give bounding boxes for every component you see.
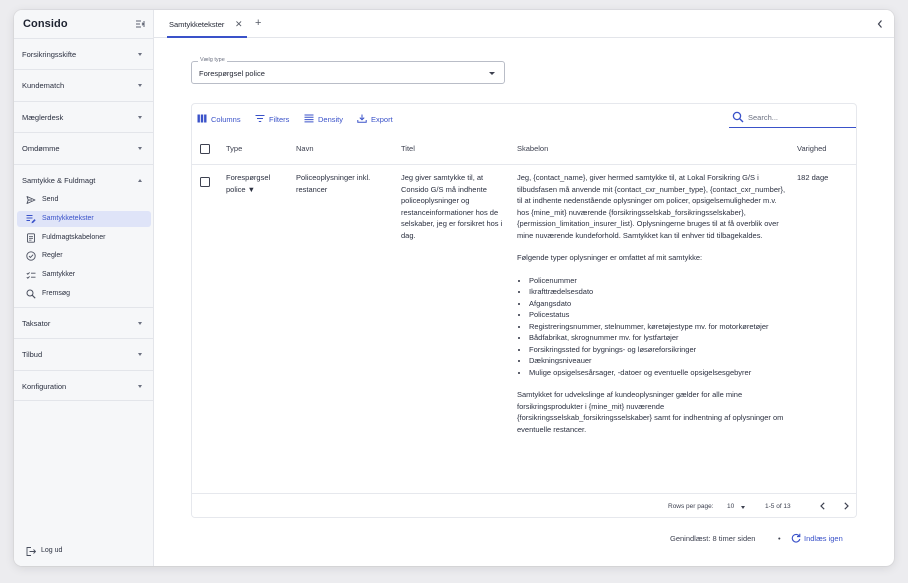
sidebar-item-fremsoeg[interactable]: Fremsøg: [17, 286, 151, 302]
list-item: • Bådfabrikat, skrognummer mv. for lystfartøjer: [529, 332, 787, 344]
list-item: • Afgangsdato: [529, 298, 787, 310]
rows-per-page-label: Rows per page:: [668, 503, 714, 510]
list-item: • Policenummer: [529, 275, 787, 287]
sidebar-section-konfiguration[interactable]: [14, 370, 154, 401]
rows-per-page-select[interactable]: 10: [727, 503, 735, 510]
next-page-button[interactable]: [841, 501, 851, 511]
tab-bar: [154, 10, 894, 38]
sidebar-section-tilbud[interactable]: [14, 338, 154, 369]
skabelon-paragraph: Samtykket for udvekslinge af kundeoplysninger gælder for alle mine forsikringsprodukter i {mine_mit} nuværende {forsikringsselskab_forsikringsselskaber} samt for indhentning af oplysninger om eventuelle restancer.: [517, 390, 784, 434]
app-logo: Consido: [23, 18, 68, 30]
add-tab-button[interactable]: +: [255, 17, 262, 29]
chevron-up-icon: [138, 179, 142, 182]
sidebar-section-maeglerdesk[interactable]: [14, 101, 154, 132]
sidebar-item-send[interactable]: Send: [17, 192, 151, 208]
column-header-varighed[interactable]: Varighed: [797, 144, 827, 153]
list-item: • Forsikringssted for bygnings- og løsøreforsikringer: [529, 344, 787, 356]
cell-navn: Policeoplysninger inkl. restancer: [296, 173, 371, 194]
chevron-down-icon: [138, 385, 142, 388]
type-select[interactable]: [191, 57, 505, 84]
sidebar-item-fuldmagtskabeloner[interactable]: Fuldmagtskabeloner: [17, 230, 151, 246]
skabelon-paragraph: Jeg, {contact_name}, giver hermed samtykke til, at Lokal Forsikring G/S i tilbudsfasen må anvende mit {contact_cxr_number_type}, {contact_cxr_number}, til at indhente nedenstående oplysninger om policer, opsigelsemuligheder m.v. hos {mine_mit} nuværende {forsikringsselskab_forsikringsselskaber}, {permission_limitation_insurer_list}. Oplysningerne bruges til at få overblik over mine nuværende kundeforhold. Samtykket kan til enhver tid tilbagekaldes.: [517, 173, 786, 240]
sidebar-item-samtykker[interactable]: Samtykker: [17, 267, 151, 283]
prev-page-button[interactable]: [818, 501, 828, 511]
section-label: Forsikringsskifte: [22, 50, 77, 59]
sidebar-section-kundematch[interactable]: [14, 69, 154, 100]
column-header-type[interactable]: Type: [226, 144, 243, 153]
sidebar-section-forsikringsskifte[interactable]: [14, 38, 154, 69]
sidebar-item-samtykketekster[interactable]: Samtykketekster: [17, 211, 151, 227]
column-header-skabelon[interactable]: Skabelon: [517, 144, 549, 153]
chevron-down-icon: [138, 322, 142, 325]
section-label: Mæglerdesk: [22, 113, 64, 122]
send-icon: [26, 195, 36, 205]
check-circle-icon: [26, 251, 36, 261]
document-icon: [26, 233, 36, 243]
table-row[interactable]: [192, 165, 857, 493]
rule-list-icon: [26, 270, 36, 280]
skabelon-list: [529, 275, 787, 379]
row-checkbox[interactable]: [200, 177, 210, 187]
search-input[interactable]: [748, 111, 848, 124]
section-label: Konfiguration: [22, 382, 67, 391]
search-icon: [26, 289, 36, 299]
section-label: Kundematch: [22, 81, 65, 90]
app-window: Consido Forsikringsskifte Kundematch Mæglerdesk Omdømme Samtykke & Fuldmagt Send Samtykketekster Fuldmagtskabeloner Regler Samtykker Fremsøg Taksator Tilbud Konfiguration Log ud Samtykketekster ✕ + Vælg type Forespørgsel police Columns Filters Density Export Search... Type Navn Titel Skabelon Varighed Forespørgsel police ▼ Policeoplysninger inkl. restancer Jeg giver samtykke til, at Consido G/S må indhente policeoplysninger og restanceinformationer hos de selskaber, jeg er forsikret hos i dag. Jeg, {contact_name}, giver hermed samtykke til, at Lokal Forsikring G/S i tilbudsfasen må anvende mit {contact_cxr_number_type}, {contact_cxr_number}, til at indhente nedenstående oplysninger om policer, opsigelsemuligheder m.v. hos {mine_mit} nuværende {forsikringsselskab_forsikringsselskaber}, {permission_limitation_insurer_list}. Oplysningerne bruges til at få overblik over mine nuværende kundeforhold. Samtykket kan til enhver tid tilbagekaldes. Følgende typer oplysninger er omfattet af mit samtykke: • Policenummer • Ikrafttrædelsesdato • Afgangsdato • Policestatus • Registreringsnummer, stelnummer, køretøjestype mv. for motorkøretøjer • Bådfabrikat, skrognummer mv. for lystfartøjer • Forsikringssted for bygnings- og løsøreforsikringer • Dækningsniveauer • Mulige opsigelsesårsager, -datoer og eventuelle opsigelsesgebyrer Samtykket for udvekslinge af kundeoplysninger gælder for alle mine forsikringsprodukter i {mine_mit} nuværende {forsikringsselskab_forsikringsselskaber} samt for indhentning af oplysninger om eventuelle restancer. 182 dage Rows per page: 10 1-5 of 13 Genindlæst: 8 timer siden • Indlæs igen: [14, 10, 894, 566]
column-header-navn[interactable]: Navn: [296, 144, 314, 153]
chevron-down-icon: [138, 53, 142, 56]
section-label: Taksator: [22, 319, 51, 328]
list-item: • Mulige opsigelsesårsager, -datoer og eventuelle opsigelsesgebyrer: [529, 367, 787, 379]
logout-button[interactable]: Log ud: [25, 546, 85, 558]
status-separator: •: [778, 534, 781, 543]
section-label: Omdømme: [22, 144, 60, 153]
pagination-range: 1-5 of 13: [765, 503, 791, 510]
cell-type: Forespørgsel police ▼: [226, 173, 271, 194]
search-field[interactable]: [729, 108, 857, 128]
chevron-down-icon: [741, 506, 745, 509]
chevron-down-icon: [138, 353, 142, 356]
chevron-down-icon: [138, 84, 142, 87]
cell-varighed: 182 dage: [797, 173, 829, 182]
list-item: • Ikrafttrædelsesdato: [529, 286, 787, 298]
section-label: Tilbud: [22, 350, 43, 359]
type-select-label: Vælg type: [200, 57, 225, 63]
edit-list-icon: [26, 214, 36, 224]
chevron-down-icon: [138, 147, 142, 150]
tab-samtykketekster[interactable]: Samtykketekster ✕: [167, 16, 247, 38]
type-select-value: Forespørgsel police: [199, 69, 265, 78]
search-icon: [732, 111, 744, 123]
section-label: Samtykke & Fuldmagt: [22, 176, 96, 185]
select-all-checkbox[interactable]: [200, 144, 210, 154]
refresh-icon: [791, 533, 801, 543]
sidebar-section-omdoemme[interactable]: [14, 132, 154, 163]
grid-footer: [192, 493, 857, 518]
table-header: [192, 133, 857, 165]
logout-icon: [25, 546, 36, 557]
chevron-down-icon: [489, 72, 495, 75]
collapse-sidebar-icon[interactable]: [135, 19, 145, 29]
cell-titel: Jeg giver samtykke til, at Consido G/S må indhente policeoplysninger og restanceinformationer hos de selskaber, jeg er forsikret hos i dag.: [401, 173, 503, 240]
list-item: • Dækningsniveauer: [529, 355, 787, 367]
density-icon: [304, 114, 314, 123]
list-item: • Registreringsnummer, stelnummer, køretøjestype mv. for motorkøretøjer: [529, 321, 787, 333]
close-icon[interactable]: ✕: [235, 19, 243, 29]
sidebar: [14, 10, 154, 566]
sidebar-section-taksator[interactable]: [14, 307, 154, 338]
download-icon: [357, 114, 367, 123]
last-loaded-text: Genindlæst: 8 timer siden: [670, 534, 756, 543]
column-header-titel[interactable]: Titel: [401, 144, 415, 153]
cell-skabelon: [517, 172, 787, 446]
filter-icon: [255, 114, 265, 123]
sidebar-item-regler[interactable]: Regler: [17, 248, 151, 264]
columns-icon: [197, 114, 207, 123]
chevron-left-icon[interactable]: [876, 19, 884, 29]
list-item: • Policestatus: [529, 309, 787, 321]
skabelon-paragraph: Følgende typer oplysninger er omfattet af mit samtykke:: [517, 253, 703, 262]
chevron-down-icon: [138, 116, 142, 119]
data-grid: Columns Filters Density Export Search... Type Navn Titel Skabelon Varighed Forespørgsel police ▼ Policeoplysninger inkl. restancer Jeg giver samtykke til, at Consido G/S må indhente policeoplysninger og restanceinformationer hos de selskaber, jeg er forsikret hos i dag. Jeg, {contact_name}, giver hermed samtykke til, at Lokal Forsikring G/S i tilbudsfasen må anvende mit {contact_cxr_number_type}, {contact_cxr_number}, til at indhente nedenstående oplysninger om policer, opsigelsemuligheder m.v. hos {mine_mit} nuværende {forsikringsselskab_forsikringsselskaber}, {permission_limitation_insurer_list}. Oplysningerne bruges til at få overblik over mine nuværende kundeforhold. Samtykket kan til enhver tid tilbagekaldes. Følgende typer oplysninger er omfattet af mit samtykke: • Policenummer • Ikrafttrædelsesdato • Afgangsdato • Policestatus • Registreringsnummer, stelnummer, køretøjestype mv. for motorkøretøjer • Bådfabrikat, skrognummer mv. for lystfartøjer • Forsikringssted for bygnings- og løsøreforsikringer • Dækningsniveauer • Mulige opsigelsesårsager, -datoer og eventuelle opsigelsesgebyrer Samtykket for udvekslinge af kundeoplysninger gælder for alle mine forsikringsprodukter i {mine_mit} nuværende {forsikringsselskab_forsikringsselskaber} samt for indhentning af oplysninger om eventuelle restancer. 182 dage Rows per page: 10 1-5 of 13: [191, 103, 857, 518]
